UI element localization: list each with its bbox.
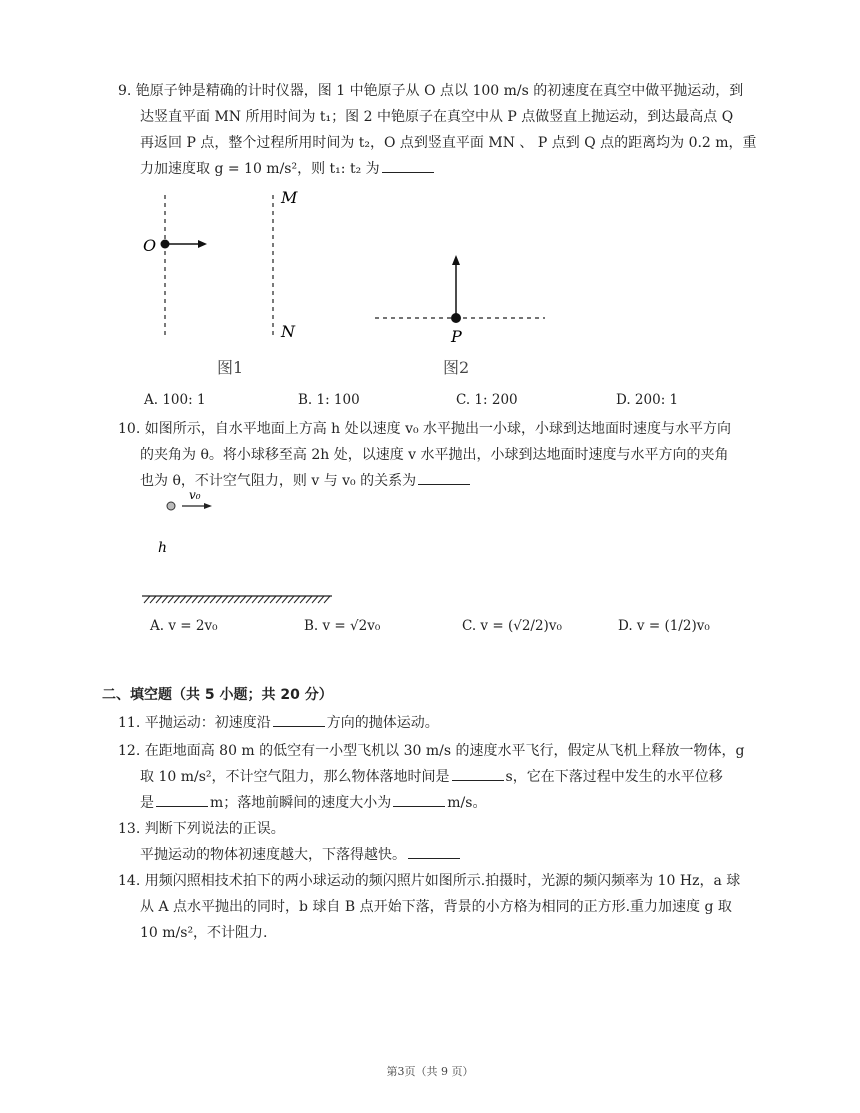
q10-answer-blank bbox=[418, 470, 470, 485]
q12-displacement-blank bbox=[156, 792, 208, 807]
q9-figure-2 bbox=[370, 245, 550, 375]
section-2-title: 二、填空题（共 5 小题；共 20 分） bbox=[102, 687, 333, 703]
q11-text-a: 11. 平抛运动：初速度沿 bbox=[118, 715, 271, 731]
q9-option-a: A. 100: 1 bbox=[144, 392, 206, 408]
q13-answer-blank bbox=[408, 844, 460, 859]
page-footer: 第3页（共 9 页） bbox=[386, 1065, 474, 1078]
q12-line-3-b: m；落地前瞬间的速度大小为 bbox=[210, 795, 392, 811]
atom-p-dot bbox=[451, 313, 461, 323]
upward-arrow-head bbox=[452, 255, 460, 265]
q9-line-3: 再返回 P 点，整个过程所用时间为 t₂，O 点到竖直平面 MN 、 P 点到 Q 点的距离均为 0.2 m，重 bbox=[140, 135, 757, 151]
q9-option-c: C. 1: 200 bbox=[456, 392, 518, 408]
q12-line-2 bbox=[140, 766, 723, 786]
fig2-caption: 图2 bbox=[443, 358, 470, 375]
q10-line-2: 的夹角为 θ。将小球移至高 2h 处，以速度 v 水平抛出，小球到达地面时速度与水平方向的夹角 bbox=[140, 447, 729, 463]
q9-option-d: D. 200: 1 bbox=[616, 392, 679, 408]
q13-line-1: 13. 判断下列说法的正误。 bbox=[118, 821, 285, 837]
label-p: P bbox=[451, 327, 462, 346]
q10-option-a: A. v = 2v₀ bbox=[150, 618, 218, 634]
q14-line-3: 10 m/s²，不计阻力. bbox=[140, 925, 268, 941]
velocity-arrow-head bbox=[198, 240, 207, 248]
q12-line-3-a: 是 bbox=[140, 795, 154, 811]
q9-option-b: B. 1: 100 bbox=[298, 392, 360, 408]
label-v0: v₀ bbox=[189, 488, 201, 502]
q12-time-blank bbox=[452, 766, 504, 781]
q14-line-2: 从 A 点水平抛出的同时，b 球自 B 点开始下落，背景的小方格为相同的正方形.重力加速度 g 取 bbox=[140, 899, 732, 915]
q12-speed-blank bbox=[393, 792, 445, 807]
q13-line-2-text: 平抛运动的物体初速度越大，下落得越快。 bbox=[140, 847, 406, 863]
q10-figure bbox=[140, 485, 340, 605]
q12-line-2-a: 取 10 m/s²，不计空气阻力，那么物体落地时间是 bbox=[140, 769, 450, 785]
q10-option-d: D. v = (1/2)v₀ bbox=[618, 618, 710, 634]
q11-answer-blank bbox=[273, 712, 325, 727]
q13-line-2 bbox=[140, 844, 462, 864]
q12-line-2-b: s，它在下落过程中发生的水平位移 bbox=[505, 769, 723, 785]
q11-text-b: 方向的抛体运动。 bbox=[326, 715, 439, 731]
q10-option-c: C. v = (√2/2)v₀ bbox=[462, 618, 562, 634]
label-n: N bbox=[281, 322, 295, 341]
q9-line-4 bbox=[140, 158, 436, 178]
ground-hatching bbox=[144, 596, 330, 603]
q10-line-1: 10. 如图所示，自水平地面上方高 h 处以速度 v₀ 水平抛出一小球，小球到达地面时速度与水平方向 bbox=[118, 421, 732, 437]
label-o: O bbox=[143, 236, 157, 255]
q9-line-2: 达竖直平面 MN 所用时间为 t₁；图 2 中铯原子在真空中从 P 点做竖直上抛运动，到达最高点 Q bbox=[140, 109, 734, 125]
q14-line-1: 14. 用频闪照相技术拍下的两小球运动的频闪照片如图所示.拍摄时，光源的频闪频率为 10 Hz，a 球 bbox=[118, 873, 741, 889]
q10-option-b: B. v = √2v₀ bbox=[304, 618, 381, 634]
q9-line-1: 9. 铯原子钟是精确的计时仪器，图 1 中铯原子从 O 点以 100 m/s 的初速度在真空中做平抛运动，到 bbox=[118, 83, 744, 99]
q12-line-1: 12. 在距地面高 80 m 的低空有一小型飞机以 30 m/s 的速度水平飞行，假定从飞机上释放一物体，g bbox=[118, 743, 745, 759]
q9-answer-blank bbox=[382, 158, 434, 173]
q10-line-3-text: 也为 θ，不计空气阻力，则 v 与 v₀ 的关系为 bbox=[140, 473, 417, 489]
q12-line-3-c: m/s。 bbox=[447, 795, 487, 811]
fig1-caption: 图1 bbox=[217, 358, 244, 375]
q9-figure-1 bbox=[135, 185, 315, 375]
q12-line-3 bbox=[140, 792, 486, 812]
q9-line-4-text: 力加速度取 g = 10 m/s²，则 t₁: t₂ 为 bbox=[140, 161, 380, 177]
label-m: M bbox=[281, 188, 298, 207]
q11-line bbox=[118, 712, 439, 732]
v0-arrow-head bbox=[204, 503, 212, 509]
label-h: h bbox=[158, 540, 168, 556]
ball bbox=[167, 502, 175, 510]
